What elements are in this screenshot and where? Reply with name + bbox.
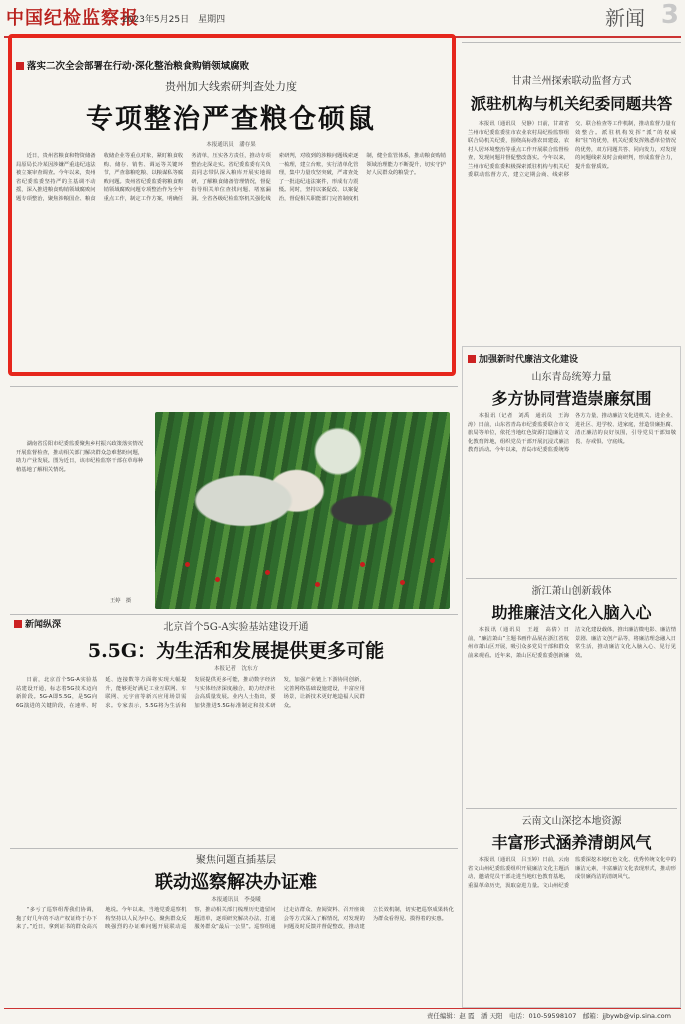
section-rule	[10, 614, 458, 615]
berry-shape	[430, 558, 435, 563]
article4-headline: 联动巡察解决办证难	[155, 872, 317, 893]
berry-shape	[265, 570, 270, 575]
article1-kicker-text: 落实二次全会部署在行动·深化整治粮食购销领域腐败	[27, 61, 250, 72]
footer-rule	[4, 1008, 681, 1009]
berry-shape	[400, 580, 405, 585]
story2-kicker: 浙江萧山创新载体	[531, 586, 612, 597]
article4-byline: 本报通讯员 李曼曦	[211, 897, 261, 903]
story3-body: 本报讯（通讯员 吕玉婷）日前，云南省文山州纪委监委组织开展廉洁文化主题活动，邀请党员干部走进当地红色教育基地，重温革命历史，汲取奋进力量。文山州纪委监委深挖本地红色文化、优秀传统文化中的廉洁元素，丰富廉洁文化表现形式，推动形成崇廉尚洁的清朗风气。	[468, 857, 676, 889]
photo-caption: 湖南省岳阳市纪委监委聚焦乡村振兴政策落实情况开展监督检查，推动相关部门解决群众急难愁盼问题，助力产业发展。图为近日，该市纪检监察干部在草莓种植基地了解相关情况。	[16, 441, 144, 473]
article2-headline: 派驻机构与机关纪委同题共答	[470, 94, 673, 113]
berry-shape	[185, 562, 190, 567]
newspaper-logo: 中国纪检监察报	[6, 8, 139, 29]
story2-rule	[466, 578, 677, 579]
section-title: 新闻	[605, 6, 645, 30]
article3-byline: 本报记者 沈东方	[213, 666, 258, 672]
article1-body: 近日，贵州省粮食和物资储备局原局长冷某因涉嫌严重违纪违法被立案审查调查。今年以来，贵州省纪委监委坚持严的主基调不动摇，深入推进粮食购销领域腐败问题专项整治，聚焦涉粮国企、粮食收储企业等重点对象，紧盯粮食收购、储存、销售、调运等关键环节，严查靠粮吃粮、以粮谋私等腐败问题。贵州省纪委监委将粮食购销领域腐败问题专项整治作为全年重点工作，制定工作方案，明确任务清单，压实各方责任，推动专项整治走深走实。省纪委监委有关负责同志带队深入粮库开展实地调研，了解粮食储备管理情况，督促指导相关单位查找问题、堵塞漏洞。全省各级纪检监察机关强化线索研判，对收到的涉粮问题线索逐一梳理，建立台账，实行清单化管理，集中力量攻坚突破，严肃查处了一批违纪违法案件，形成有力震慑。同时，坚持以案促改、以案促治，督促相关职能部门完善制度机制，健全监管体系，推动粮食购销领域治理能力不断提升，切实守护好人民群众的粮袋子。	[16, 153, 446, 202]
masthead	[0, 0, 685, 36]
berry-shape	[360, 562, 365, 567]
article3-headline: 5.5G：为生活和发展提供更多可能	[87, 640, 385, 662]
article3-kicker: 北京首个5G-A实验基站建设开通	[163, 622, 309, 633]
article1-headline: 专项整治严查粮仓硕鼠	[86, 104, 376, 135]
red-flag-icon	[468, 355, 476, 363]
story2-headline: 助推廉洁文化入脑入心	[491, 603, 652, 622]
story1-kicker: 山东青岛统筹力量	[531, 372, 612, 383]
story1-body: 本报讯（记者 刘禹 通讯员 王海涛）日前，山东省青岛市纪委监委联合市文旅局等单位，依托当地红色资源打造廉洁文化教育阵地，组织党员干部开展沉浸式廉洁教育活动。今年以来，青岛市纪委监委统筹各方力量，推动廉洁文化进机关、进企业、进社区、进学校、进家庭，营造崇廉拒腐、清正廉洁的良好氛围，引导党员干部知敬畏、存戒惧、守底线。	[468, 413, 676, 453]
right-top-rule	[462, 42, 681, 43]
berry-shape	[315, 582, 320, 587]
article3-body: 日前，北京首个5G-A实验基站建设开通，标志着5G技术迈向新阶段。5G-A即5.5G，是5G向6G演进的关键阶段，在速率、时延、连接数等方面将实现大幅提升，能够更好满足工业互联网、车联网、元宇宙等新兴应用场景需求。专家表示，5.5G将为生活和发展提供更多可能，推动数字经济与实体经济深度融合，助力经济社会高质量发展。业内人士指出，要加快推进5.5G标准制定和技术研发，加强产业链上下游协同创新，完善网络基础设施建设，丰富应用场景，让新技术更好地造福人民群众。	[16, 677, 365, 709]
article2-kicker: 甘肃兰州探索联动监督方式	[511, 76, 632, 87]
story3-rule	[466, 808, 677, 809]
section-focus-label: 聚焦问题直插基层	[196, 855, 276, 866]
right-section-bar	[468, 352, 678, 366]
photo-credit: 王婷 摄	[110, 598, 132, 604]
highlight-frame	[8, 34, 456, 376]
issue-date: 2023年5月25日 星期四	[122, 15, 226, 25]
article4-top-rule	[10, 848, 458, 849]
photo-top-rule	[10, 386, 458, 387]
page-footer: 责任编辑：赵 霞 潘 天阳 电话：010-59598107 邮箱：jjbywb@vip.sina.com	[426, 1012, 671, 1020]
berry-shape	[215, 577, 220, 582]
strawberry-farm-photo	[155, 412, 450, 609]
article4-body: “多亏了巡察组帮我们协调，拖了好几年的不动产权证终于办下来了。”近日，拿到证书的群众高兴地说。今年以来，当地党委巡察机构坚持以人民为中心，聚焦群众反映强烈的办证难问题开展联动巡察，推动相关部门梳理历史遗留问题清单，逐项研究解决办法，打通服务群众“最后一公里”。巡察组通过走访群众、查阅资料、召开座谈会等方式深入了解情况，对发现的问题及时反馈并督促整改，推动建立长效机制，切实把巡察成果转化为群众看得见、摸得着的实惠。	[16, 907, 454, 930]
story3-kicker: 云南文山深挖本地资源	[521, 816, 622, 827]
page-number: 3	[660, 0, 679, 30]
article1-byline: 本报通讯员 潘存果	[206, 142, 256, 148]
article1-subtitle: 贵州加大线索研判查处力度	[165, 80, 297, 93]
section-news-label: 新闻纵深	[25, 620, 62, 630]
story3-headline: 丰富形式涵养清朗风气	[491, 833, 652, 852]
story1-headline: 多方协同营造崇廉氛围	[491, 389, 652, 408]
article2-body: 本报讯（通讯员 吴静）日前，甘肃省兰州市纪委监委驻市农业农村局纪检监察组联合局机关纪委，围绕高标准农田建设、农村人居环境整治等重点工作开展联合监督检查，发现问题并督促整改落实。今年以来，兰州市纪委监委积极探索派驻机构与机关纪委联动监督方式，建立定期会商、线索移交、联合检查等工作机制，推动监督力量有效整合。派驻机构发挥“派”的权威和“驻”的优势，机关纪委发挥熟悉单位情况的优势，双方同题共答、同向发力，对发现的问题线索及时会商研判，形成监督合力，提升监督质效。	[468, 121, 676, 178]
right-section-label: 加强新时代廉洁文化建设	[479, 355, 579, 365]
story2-body: 本报讯（通讯员 王超 高倩）日前，“廉洁萧山”主题书画作品展在浙江省杭州市萧山区开展，吸引众多党员干部和群众前来观看。近年来，萧山区纪委监委创新廉洁文化建设载体，推出廉洁微电影、廉洁情景剧、廉洁文创产品等，将廉洁理念融入日常生活，推动廉洁文化入脑入心、见行见效。	[468, 627, 676, 659]
